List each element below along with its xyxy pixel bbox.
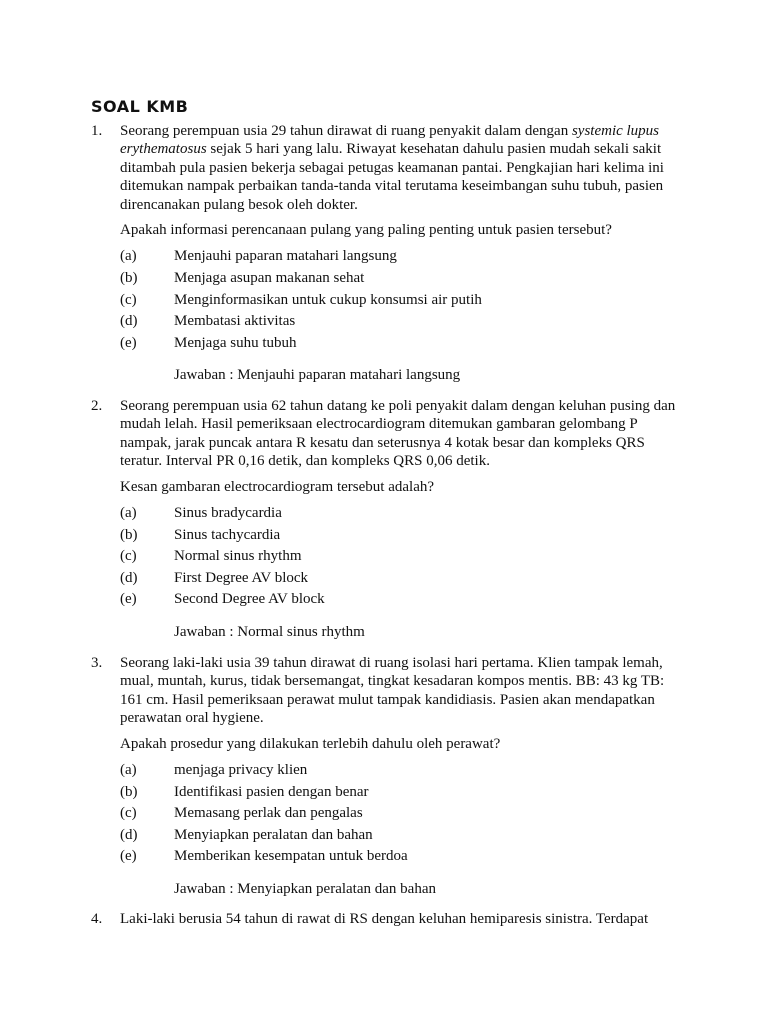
question-text: Seorang perempuan usia 62 tahun datang ke poli penyakit dalam dengan keluhan pusing dan mudah lelah. Hasil pemeriksaan electrocardiogram ditemukan gambaran gelombang P nampak, jarak puncak antara R kesatu dan seterusnya 4 kotak besar dan kompleks QRS teratur. Interval PR 0,16 detik, dan kompleks QRS 0,06 detik. [120, 398, 676, 470]
option-label: (d) [120, 313, 138, 330]
option-list [120, 246, 691, 354]
question-stem [91, 397, 691, 471]
option-item [120, 268, 691, 290]
option-text: Identifikasi pasien dengan benar [174, 783, 369, 800]
option-label: (b) [120, 270, 138, 287]
option-text: Sinus bradycardia [174, 505, 282, 522]
question-text-part: Seorang perempuan usia 29 tahun dirawat di ruang penyakit dalam dengan [120, 123, 572, 139]
question-1 [91, 122, 691, 385]
option-list [120, 760, 691, 868]
question-prompt: Apakah prosedur yang dilakukan terlebih dahulu oleh perawat? [120, 735, 501, 752]
option-item [120, 246, 691, 268]
option-text: Menyiapkan peralatan dan bahan [174, 826, 373, 843]
option-label: (e) [120, 848, 137, 865]
option-item [120, 546, 691, 568]
answer-text: Jawaban : Normal sinus rhythm [174, 624, 365, 640]
question-stem [91, 122, 691, 214]
option-item [120, 846, 691, 868]
option-text: Membatasi aktivitas [174, 313, 296, 330]
question-text-italic: systemic lupus erythematosus [120, 123, 660, 158]
option-item [120, 825, 691, 847]
option-item [120, 589, 691, 611]
option-text: Menjaga suhu tubuh [174, 334, 297, 351]
answer-text: Jawaban : Menyiapkan peralatan dan bahan [174, 881, 436, 897]
option-label: (c) [120, 548, 137, 565]
option-label: (c) [120, 805, 137, 822]
option-label: (b) [120, 783, 138, 800]
question-body [120, 221, 691, 385]
answer-text: Jawaban : Menjauhi paparan matahari langsung [174, 367, 461, 384]
option-item [120, 782, 691, 804]
option-text: Menginformasikan untuk cukup konsumsi air putih [174, 291, 482, 308]
question-number: 3. [91, 655, 103, 671]
option-label: (c) [120, 291, 137, 308]
option-text: Second Degree AV block [174, 591, 325, 608]
option-label: (e) [120, 334, 137, 351]
option-text: menjaga privacy klien [174, 762, 308, 779]
question-number: 4. [91, 911, 103, 927]
option-text: Memberikan kesempatan untuk berdoa [174, 848, 408, 865]
option-label: (a) [120, 248, 137, 265]
question-number: 2. [91, 398, 103, 414]
option-label: (a) [120, 505, 137, 522]
option-text: Sinus tachycardia [174, 526, 281, 543]
option-item [120, 290, 691, 312]
question-4 [91, 910, 691, 928]
question-text: Seorang laki-laki usia 39 tahun dirawat di ruang isolasi hari pertama. Klien tampak lemah, mual, muntah, kurus, tidak bersemangat, tingkat kesadaran kompos mentis. BB: 43 kg TB: 161 cm. Hasil pemeriksaan perawat mulut tampak kandidiasis. Pasien akan mendapatkan perawatan oral hygiene. [120, 655, 665, 727]
question-text [120, 122, 691, 214]
option-item [120, 760, 691, 782]
option-label: (d) [120, 826, 138, 843]
option-label: (b) [120, 526, 138, 543]
question-text: Laki-laki berusia 54 tahun di rawat di RS dengan keluhan hemiparesis sinistra. Terdapat [120, 911, 649, 927]
option-text: Memasang perlak dan pengalas [174, 805, 363, 822]
option-label: (a) [120, 762, 137, 779]
question-text-part: sejak 5 hari yang lalu. Riwayat kesehatan dahulu pasien mudah sekali sakit ditambah pula pasien bekerja sebagai petugas keamanan pantai. Pengkajian hari kelima ini ditemukan nampak perbaikan tanda-tanda vital terutama keseimbangan suhu tubuh, pasien direncanakan pulang besok oleh dokter. [120, 141, 664, 213]
question-body [120, 478, 691, 642]
option-label: (e) [120, 591, 137, 608]
document-title: SOAL KMB [91, 97, 189, 116]
question-prompt: Kesan gambaran electrocardiogram tersebut adalah? [120, 478, 435, 495]
option-item [120, 503, 691, 525]
question-2 [91, 397, 691, 641]
option-text: Normal sinus rhythm [174, 548, 302, 565]
question-prompt: Apakah informasi perencanaan pulang yang paling penting untuk pasien tersebut? [120, 222, 612, 239]
question-3 [91, 654, 691, 898]
question-stem [91, 910, 691, 928]
option-item [120, 311, 691, 333]
question-number: 1. [91, 123, 103, 139]
option-label: (d) [120, 569, 138, 586]
question-body [120, 735, 691, 899]
option-item [120, 803, 691, 825]
option-text: Menjaga asupan makanan sehat [174, 270, 365, 287]
question-stem [91, 654, 691, 728]
option-text: First Degree AV block [174, 569, 309, 586]
option-text: Menjauhi paparan matahari langsung [174, 248, 397, 265]
option-item [120, 333, 691, 355]
option-item [120, 568, 691, 590]
option-item [120, 525, 691, 547]
option-list [120, 503, 691, 611]
